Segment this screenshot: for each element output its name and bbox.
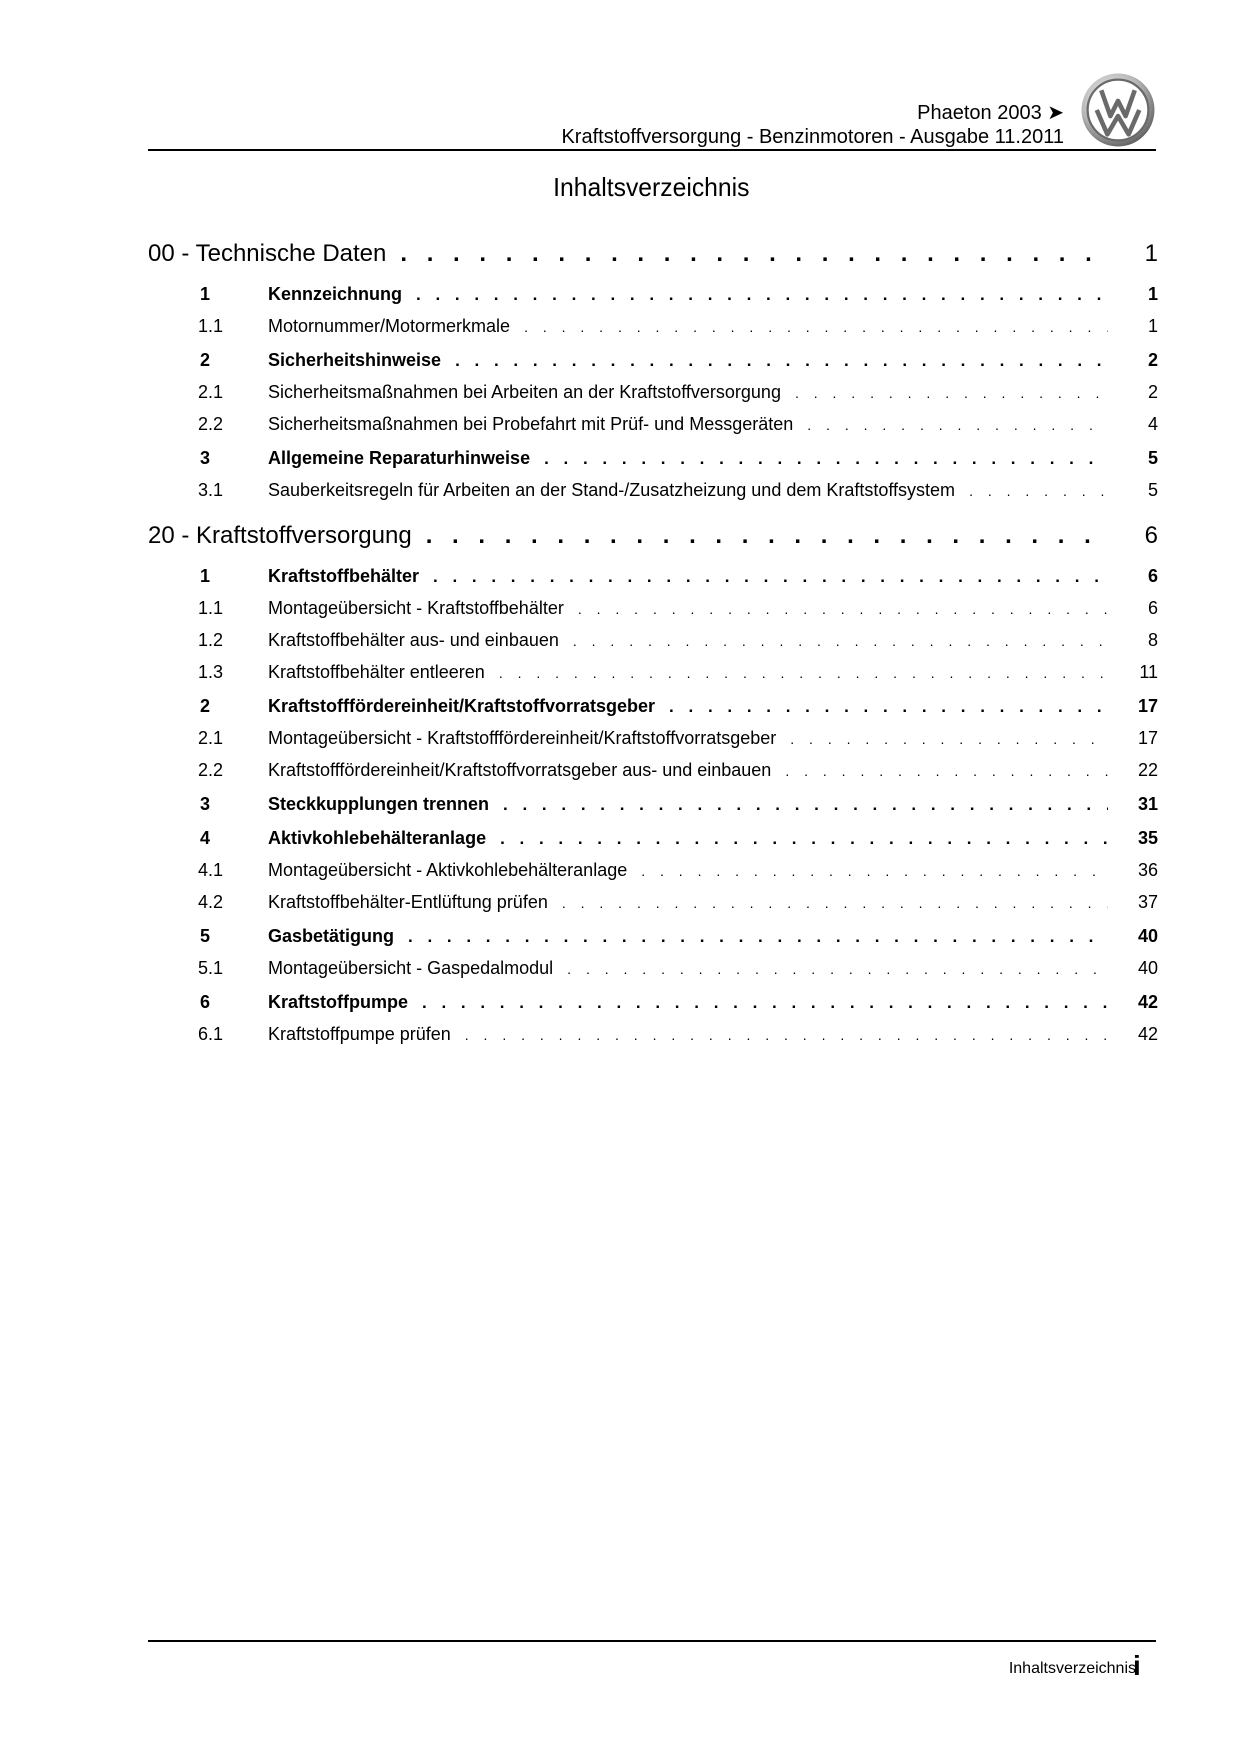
leader-dots [503,795,1108,815]
toc-entry[interactable] [148,448,1158,478]
entry-number: 1 [200,284,211,304]
toc-entry[interactable] [148,480,1158,510]
toc-entry[interactable] [148,662,1158,692]
entry-number: 4 [200,828,211,848]
entry-page: 5 [1147,480,1158,500]
leader-dots [465,1027,1108,1043]
leader-dots [795,385,1108,401]
entry-number: 5 [200,926,211,946]
leader-dots [669,697,1108,717]
entry-number: 2.2 [198,760,224,780]
leader-dots [544,449,1108,469]
leader-dots [578,601,1108,617]
header-model: Phaeton 2003 ➤ [917,102,1064,124]
entry-number: 2 [200,350,211,370]
leader-dots [641,863,1108,879]
footer-label: Inhaltsverzeichnis [1008,1660,1136,1677]
entry-number: 2.1 [198,382,224,402]
toc-entry[interactable] [148,284,1158,314]
entry-title: Kraftstofffördereinheit/Kraftstoffvorratsgeber aus- und einbauen [268,760,772,780]
entry-title: Sicherheitsmaßnahmen bei Arbeiten an der Kraftstoffversorgung [268,382,781,402]
entry-number: 3 [200,448,211,468]
entry-number: 6 [200,992,211,1012]
toc-entry[interactable] [148,382,1158,412]
toc-chapter[interactable] [148,240,1158,280]
entry-title: Kraftstoffpumpe prüfen [268,1024,451,1044]
entry-number: 2 [200,696,211,716]
chapter-page: 6 [1144,522,1158,549]
entry-number: 1.1 [198,598,224,618]
toc-entry[interactable] [148,958,1158,988]
entry-title: Allgemeine Reparaturhinweise [268,448,531,468]
entry-title: Sauberkeitsregeln für Arbeiten an der Stand-/Zusatzheizung und dem Kraftstoffsystem [268,480,956,500]
header-rule [148,149,1156,151]
footer-page-number: i [1133,1650,1141,1681]
table-of-contents [148,240,1158,1054]
entry-page: 5 [1147,448,1158,468]
toc-entry[interactable] [148,728,1158,758]
entry-number: 6.1 [198,1024,224,1044]
entry-page: 17 [1137,728,1158,748]
leader-dots [426,522,1108,550]
entry-number: 1.3 [198,662,224,682]
leader-dots [969,483,1108,499]
entry-number: 2.2 [198,414,224,434]
entry-number: 3.1 [198,480,224,500]
entry-number: 1.2 [198,630,224,650]
entry-page: 6 [1147,566,1158,586]
toc-entry[interactable] [148,860,1158,890]
leader-dots [455,351,1108,371]
entry-page: 36 [1137,860,1158,880]
entry-title: Kraftstoffbehälter aus- und einbauen [268,630,559,650]
entry-page: 1 [1147,316,1158,336]
entry-number: 1.1 [198,316,224,336]
entry-page: 40 [1137,926,1158,946]
entry-title: Montageübersicht - Aktivkohlebehälteranlage [268,860,628,880]
toc-entry[interactable] [148,760,1158,790]
leader-dots [790,731,1108,747]
toc-entry[interactable] [148,566,1158,596]
entry-page: 2 [1147,382,1158,402]
leader-dots [500,829,1108,849]
toc-entry[interactable] [148,1024,1158,1054]
leader-dots [524,319,1108,335]
entry-page: 4 [1147,414,1158,434]
entry-page: 37 [1137,892,1158,912]
entry-title: Sicherheitsmaßnahmen bei Probefahrt mit Prüf- und Messgeräten [268,414,794,434]
entry-page: 2 [1147,350,1158,370]
entry-page: 42 [1137,992,1158,1012]
toc-entry[interactable] [148,316,1158,346]
entry-title: Aktivkohlebehälteranlage [268,828,487,848]
entry-title: Gasbetätigung [268,926,395,946]
entry-page: 22 [1137,760,1158,780]
toc-entry[interactable] [148,828,1158,858]
chapter-title: 20 - Kraftstoffversorgung [148,522,412,549]
leader-dots [499,665,1108,681]
leader-dots [562,895,1108,911]
chapter-page: 1 [1144,240,1158,267]
entry-number: 2.1 [198,728,224,748]
leader-dots [416,285,1108,305]
entry-page: 1 [1147,284,1158,304]
entry-title: Kraftstoffpumpe [268,992,408,1012]
toc-entry[interactable] [148,794,1158,824]
header-subtitle: Kraftstoffversorgung - Benzinmotoren - Ausgabe 11.2011 [561,126,1064,148]
entry-title: Kraftstofffördereinheit/Kraftstoffvorratsgeber [268,696,656,716]
entry-title: Kraftstoffbehälter [268,566,420,586]
entry-page: 31 [1137,794,1158,814]
entry-number: 4.2 [198,892,224,912]
toc-entry[interactable] [148,630,1158,660]
leader-dots [573,633,1108,649]
entry-page: 6 [1147,598,1158,618]
toc-entry[interactable] [148,892,1158,922]
vw-logo [1080,72,1156,148]
toc-chapter[interactable] [148,522,1158,562]
toc-entry[interactable] [148,992,1158,1022]
leader-dots [785,763,1108,779]
entry-number: 4.1 [198,860,224,880]
entry-page: 17 [1137,696,1158,716]
entry-title: Montageübersicht - Gaspedalmodul [268,958,554,978]
entry-title: Kennzeichnung [268,284,402,304]
entry-title: Sicherheitshinweise [268,350,442,370]
leader-dots [422,993,1108,1013]
entry-title: Montageübersicht - Kraftstoffbehälter [268,598,564,618]
page-title: Inhaltsverzeichnis [552,172,750,202]
chapter-title: 00 - Technische Daten [148,240,387,267]
chapter-spacer [148,510,1158,522]
entry-page: 35 [1137,828,1158,848]
toc-entry[interactable] [148,926,1158,956]
leader-dots [433,567,1108,587]
entry-number: 5.1 [198,958,224,978]
leader-dots [400,240,1108,268]
entry-title: Kraftstoffbehälter entleeren [268,662,485,682]
entry-number: 1 [200,566,211,586]
entry-title: Steckkupplungen trennen [268,794,490,814]
entry-page: 11 [1139,662,1158,682]
leader-dots [408,927,1108,947]
leader-dots [807,417,1108,433]
toc-entry[interactable] [148,598,1158,628]
entry-page: 42 [1137,1024,1158,1044]
toc-entry[interactable] [148,696,1158,726]
entry-title: Montageübersicht - Kraftstofffördereinheit/Kraftstoffvorratsgeber [268,728,777,748]
entry-page: 40 [1137,958,1158,978]
entry-title: Motornummer/Motormerkmale [268,316,511,336]
toc-entry[interactable] [148,350,1158,380]
entry-title: Kraftstoffbehälter-Entlüftung prüfen [268,892,548,912]
footer-rule [148,1640,1156,1642]
entry-page: 8 [1147,630,1158,650]
toc-entry[interactable] [148,414,1158,444]
entry-number: 3 [200,794,211,814]
leader-dots [567,961,1108,977]
